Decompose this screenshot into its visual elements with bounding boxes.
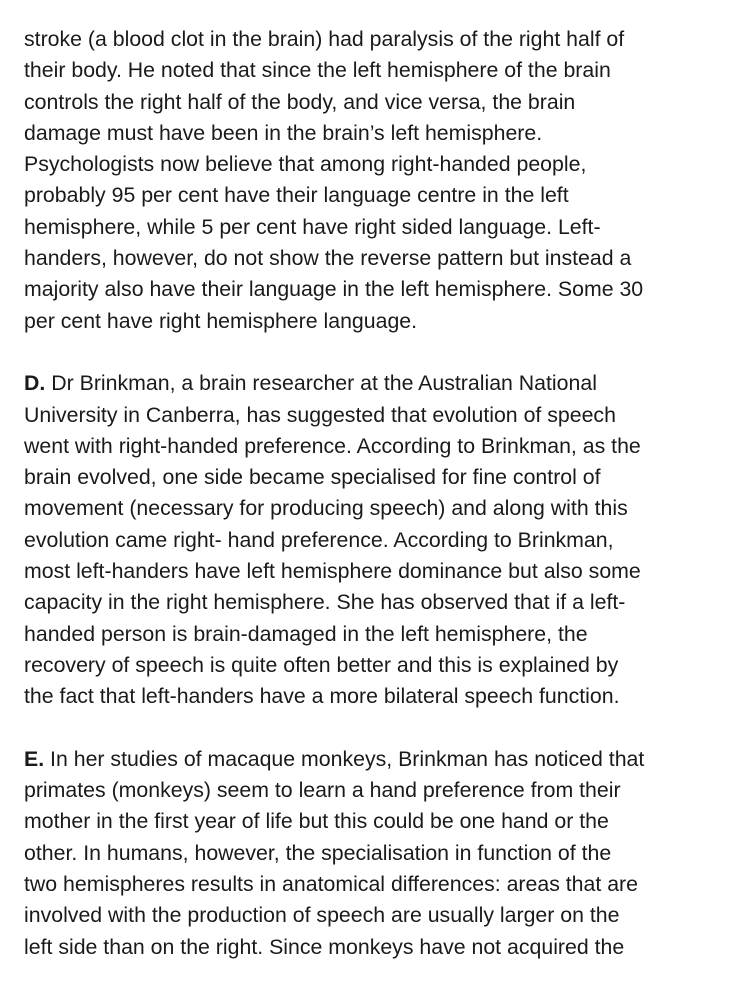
text-line: mother in the first year of life but this could be one hand or the: [24, 809, 609, 834]
text-line: Psychologists now believe that among right-handed people,: [24, 152, 587, 177]
text-line: hemisphere, while 5 per cent have right sided language. Left-: [24, 214, 601, 239]
text-line: the fact that left-handers have a more bilateral speech function.: [24, 684, 620, 709]
document-page: [24, 24, 724, 963]
paragraph-c-continuation: [24, 24, 724, 337]
text-line: University in Canberra, has suggested that evolution of speech: [24, 402, 616, 427]
text-line-body: Dr Brinkman, a brain researcher at the Australian National: [45, 371, 597, 396]
text-line-body: In her studies of macaque monkeys, Brinkman has noticed that: [44, 746, 645, 771]
text-line: handers, however, do not show the reverse pattern but instead a: [24, 246, 632, 271]
text-line: recovery of speech is quite often better and this is explained by: [24, 652, 619, 677]
paragraph-marker: E.: [24, 746, 45, 771]
paragraph-e: [24, 744, 724, 963]
text-line: other. In humans, however, the specialisation in function of the: [24, 840, 612, 865]
paragraph-marker: D.: [24, 371, 46, 396]
text-line: most left-handers have left hemisphere dominance but also some: [24, 559, 641, 584]
text-line: majority also have their language in the left hemisphere. Some 30: [24, 277, 644, 302]
text-line: involved with the production of speech are usually larger on the: [24, 903, 620, 928]
text-line: their body. He noted that since the left hemisphere of the brain: [24, 58, 611, 83]
text-line: handed person is brain-damaged in the left hemisphere, the: [24, 621, 588, 646]
text-line: probably 95 per cent have their language centre in the left: [24, 183, 569, 208]
text-line: went with right-handed preference. According to Brinkman, as the: [24, 433, 641, 458]
paragraph-d: [24, 368, 724, 712]
text-line: [24, 368, 724, 399]
text-line: stroke (a blood clot in the brain) had paralysis of the right half of: [24, 27, 625, 51]
text-line: per cent have right hemisphere language.: [24, 308, 418, 333]
text-line: [24, 744, 724, 775]
text-line: damage must have been in the brain’s left hemisphere.: [24, 120, 543, 145]
text-line: capacity in the right hemisphere. She has observed that if a left-: [24, 590, 626, 615]
text-line: evolution came right- hand preference. According to Brinkman,: [24, 527, 614, 552]
text-line: brain evolved, one side became specialised for fine control of: [24, 465, 601, 490]
text-line: controls the right half of the body, and vice versa, the brain: [24, 89, 576, 114]
text-line: two hemispheres results in anatomical differences: areas that are: [24, 872, 638, 897]
text-line: primates (monkeys) seem to learn a hand preference from their: [24, 778, 621, 803]
text-line: left side than on the right. Since monkeys have not acquired the: [24, 934, 625, 959]
text-line: movement (necessary for producing speech) and along with this: [24, 496, 628, 521]
